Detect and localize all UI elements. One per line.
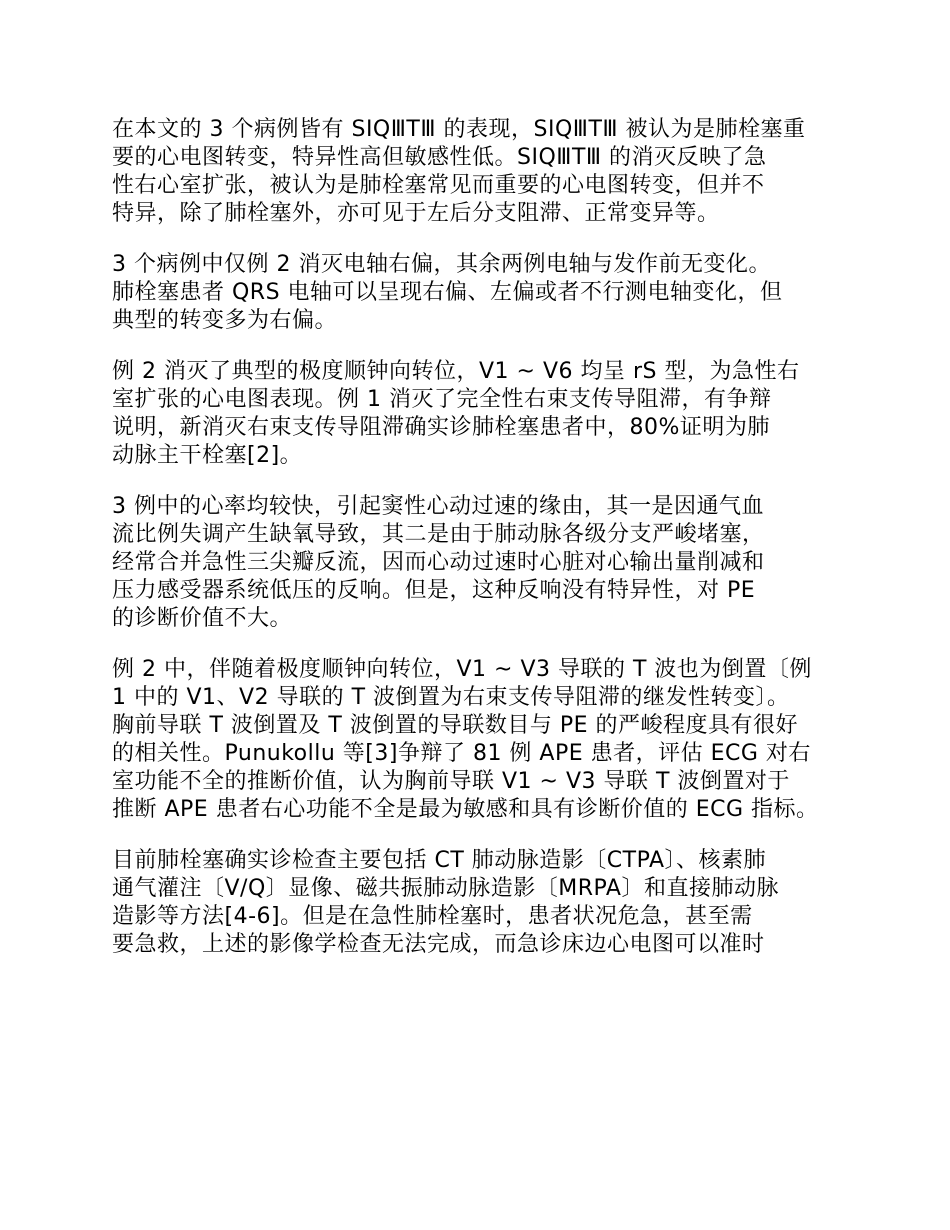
paragraph-1: 在本文的 3 个病例皆有 SIQⅢTⅢ 的表现，SIQⅢTⅢ 被认为是肺栓塞重 要的心电图转变，特异性高但敏感性低。SIQⅢTⅢ 的消灭反映了急 性右心室扩张，被认为是肺栓塞常见而重要的心电图转变，但并不 特异，除了肺栓塞外，亦可见于左后分支阻滞、正常变异等。 [112,117,806,226]
paragraph-5: 例 2 中，伴随着极度顺钟向转位，V1 ~ V3 导联的 T 波也为倒置〔例 1 中的 V1、V2 导联的 T 波倒置为右束支传导阻滞的继发性转变〕。 胸前导联 T 波倒置及 T 波倒置的导联数目与 PE 的严峻程度具有很好 的相关性。Punukollu 等[3]争辩了 81 例 APE 患者，评估 ECG 对右 室功能不全的推断价值，认为胸前导联 V1 ~ V3 导联 T 波倒置对于 推断 APE 患者右心功能不全是最为敏感和具有诊断价值的 ECG 指标。 [112,657,819,822]
paragraph-2: 3 个病例中仅例 2 消灭电轴右偏，其余两例电轴与发作前无变化。 肺栓塞患者 QRS 电轴可以呈现右偏、左偏或者不行测电轴变化，但 典型的转变多为右偏。 [112,252,783,333]
paragraph-4: 3 例中的心率均较快，引起窦性心动过速的缘由，其一是因通气血 流比例失调产生缺氧导致，其二是由于肺动脉各级分支严峻堵塞， 经常合并急性三尖瓣反流，因而心动过速时心脏对心输出量削减和 压力感受器系统低压的反响。但是，这种反响没有特异性，对 PE 的诊断价值不大。 [112,494,765,631]
paragraph-6: 目前肺栓塞确实诊检查主要包括 CT 肺动脉造影〔CTPA〕、核素肺 通气灌注〔V/Q〕显像、磁共振肺动脉造影〔MRPA〕和直接肺动脉 造影等方法[4-6]。但是在急性肺栓塞时，患者状况危急，甚至需 要急救，上述的影像学检查无法完成，而急诊床边心电图可以准时 [112,848,779,957]
paragraph-3: 例 2 消灭了典型的极度顺钟向转位，V1 ~ V6 均呈 rS 型，为急性右 室扩张的心电图表现。例 1 消灭了完全性右束支传导阻滞，有争辩 说明，新消灭右束支传导阻滞确实诊肺栓塞患者中，80%证明为肺 动脉主干栓塞[2]。 [112,359,800,468]
document-body [112,116,840,982]
